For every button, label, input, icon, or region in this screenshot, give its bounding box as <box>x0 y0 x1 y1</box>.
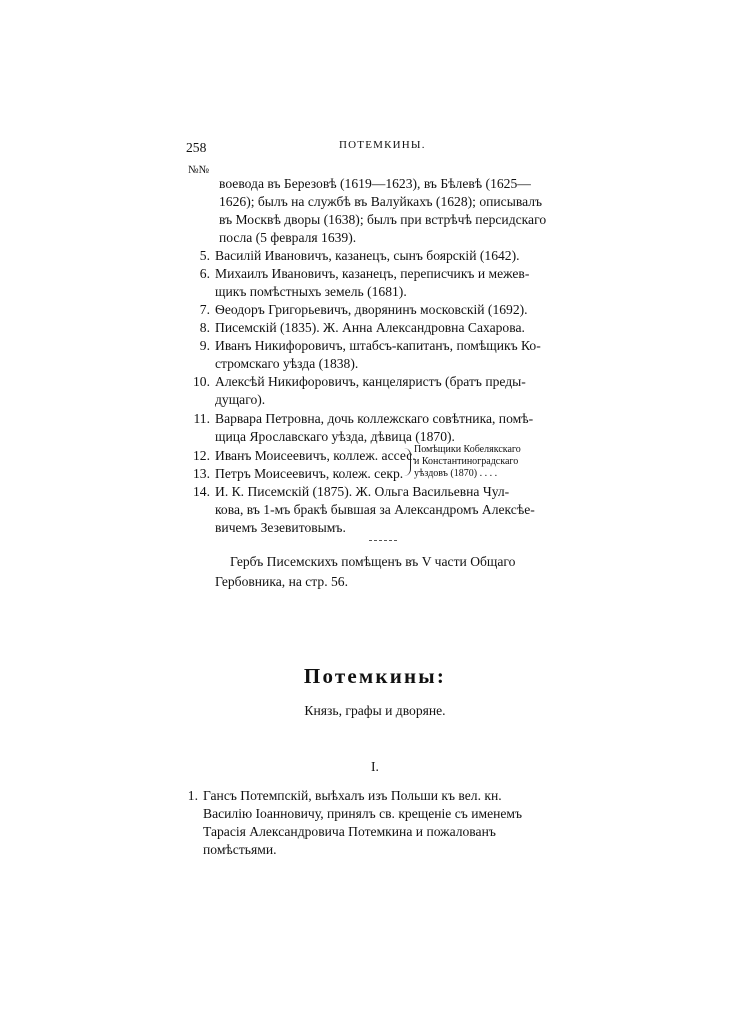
entry-9-number: 9. <box>199 338 210 353</box>
entry-9-line-1: Иванъ Никифоровичъ, штабсъ-капитанъ, помѣщикъ Ко- <box>215 338 541 353</box>
section-subtitle: Князь, графы и дворяне. <box>304 703 446 718</box>
entry-7-line-1: Ѳеодоръ Григорьевичъ, дворянинъ московскій (1692). <box>215 302 528 317</box>
section-entry-1-line-3: Тарасія Александровича Потемкина и пожалованъ <box>203 824 496 839</box>
entry-10-number: 10. <box>193 374 210 389</box>
entry-10-line-1: Алексѣй Никифоровичъ, канцеляристъ (братъ преды- <box>215 374 526 389</box>
section-entry-1-line-1: Гансъ Потемпскій, выѣхалъ изъ Польши къ вел. кн. <box>203 788 502 803</box>
coat-note-line-2: Гербовника, на стр. 56. <box>215 574 348 589</box>
entry-5-line-1: Василій Ивановичъ, казанецъ, сынъ боярскій (1642). <box>215 248 520 263</box>
separator-dashes <box>369 540 397 541</box>
brace-note-line-3: уѣздовъ (1870) . . . . <box>414 468 498 479</box>
entry-11-line-1: Варвара Петровна, дочь коллежскаго совѣтника, помѣ- <box>215 411 534 426</box>
entry-13-line-1: Петръ Моисеевичъ, колеж. секр. <box>215 466 404 481</box>
section-entry-1-number: 1. <box>187 788 198 803</box>
entry-12-line-1: Иванъ Моисеевичъ, коллеж. ассес. <box>215 448 416 463</box>
page-number: 258 <box>186 140 207 155</box>
section-title: Потемкины: <box>303 664 447 688</box>
entry-7-number: 7. <box>199 302 210 317</box>
entry-12-number: 12. <box>193 448 210 463</box>
entry-14-line-2: кова, въ 1-мъ бракѣ бывшая за Александромъ Алексѣе- <box>215 502 535 517</box>
entry-4-line-3: въ Москвѣ дворы (1638); былъ при встрѣчѣ персидскаго <box>219 212 547 227</box>
entry-8-line-1: Писемскій (1835). Ж. Анна Александровна Сахарова. <box>215 320 525 335</box>
entry-9-line-2: стромскаго уѣзда (1838). <box>215 356 359 371</box>
entry-4-line-4: посла (5 февраля 1639). <box>219 230 357 245</box>
entry-14-number: 14. <box>193 484 210 499</box>
entry-14-line-3: вичемъ Зезевитовымъ. <box>215 520 346 535</box>
entry-6-number: 6. <box>199 266 210 281</box>
running-title: ПОТЕМКИНЫ. <box>339 139 426 151</box>
section-roman: I. <box>371 759 379 774</box>
coat-note-line-1: Гербъ Писемскихъ помѣщенъ въ V части Общаго <box>230 554 516 569</box>
entry-11-number: 11. <box>193 411 210 426</box>
entry-14-line-1: И. К. Писемскій (1875). Ж. Ольга Васильевна Чул- <box>215 484 510 499</box>
section-entry-1-line-2: Василію Іоанновичу, принялъ св. крещеніе съ именемъ <box>203 806 523 821</box>
entry-6-line-1: Михаилъ Ивановичъ, казанецъ, переписчикъ и межев- <box>215 266 530 281</box>
entry-5-number: 5. <box>199 248 210 263</box>
entry-10-line-2: дущаго). <box>215 392 266 407</box>
brace-note-line-1: Помѣщики Кобелякскаго <box>414 444 521 455</box>
entry-11-line-2: щица Ярославскаго уѣзда, дѣвица (1870). <box>215 429 455 444</box>
bracket-brace <box>404 448 411 476</box>
entry-6-line-2: щикъ помѣстныхъ земель (1681). <box>215 284 407 299</box>
brace-note-line-2: и Константиноградскаго <box>414 456 519 467</box>
entry-13-number: 13. <box>193 466 210 481</box>
entry-number-marker: №№ <box>188 164 209 176</box>
entry-4-line-1: воевода въ Березовѣ (1619—1623), въ Бѣлевѣ (1625— <box>219 176 531 191</box>
section-entry-1-line-4: помѣстьями. <box>203 842 277 857</box>
entry-4-line-2: 1626); былъ на службѣ въ Валуйкахъ (1628); описывалъ <box>219 194 543 209</box>
entry-8-number: 8. <box>199 320 210 335</box>
